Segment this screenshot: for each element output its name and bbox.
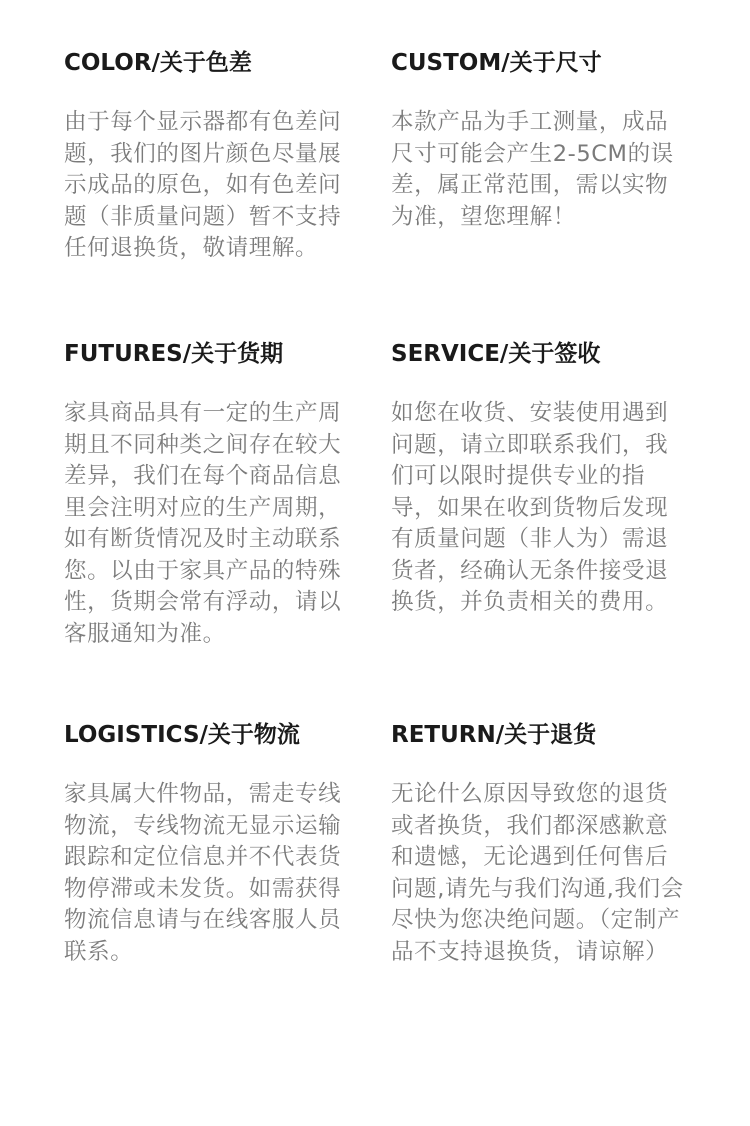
custom-section-body: 本款产品为手工测量，成品尺寸可能会产生2-5CM的误差，属正常范围，需以实物为准，望您理解！ — [391, 109, 674, 230]
futures-section-body: 家具商品具有一定的生产周期且不同种类之间存在较大差异，我们在每个商品信息里会注明对应的生产周期，如有断货情况及时主动联系您。以由于家具产品的特殊性，货期会常有浮动，请以客服通知为准。 — [64, 400, 342, 647]
futures-section-title: FUTURES/关于货期 — [64, 341, 284, 367]
service-section-title: SERVICE/关于签收 — [391, 341, 601, 367]
return-section — [391, 721, 691, 968]
service-section — [391, 340, 691, 619]
logistics-section — [64, 721, 364, 968]
custom-section — [391, 49, 691, 233]
color-section — [64, 49, 364, 265]
return-section-body: 无论什么原因导致您的退货或者换货，我们都深感歉意和遗憾，无论遇到任何售后问题,请先与我们沟通,我们会尽快为您决绝问题。（定制产品不支持退换货，请谅解） — [391, 781, 684, 965]
service-section-body: 如您在收货、安装使用遇到问题，请立即联系我们，我们可以限时提供专业的指导，如果在收到货物后发现有质量问题（非人为）需退货者，经确认无条件接受退换货，并负责相关的费用。 — [391, 400, 669, 615]
return-section-title: RETURN/关于退货 — [391, 722, 597, 748]
color-section-body: 由于每个显示器都有色差问题，我们的图片颜色尽量展示成品的原色，如有色差问题（非质量问题）暂不支持任何退换货，敬请理解。 — [64, 109, 342, 261]
logistics-section-body: 家具属大件物品，需走专线物流，专线物流无显示运输跟踪和定位信息并不代表货物停滞或未发货。如需获得物流信息请与在线客服人员联系。 — [64, 781, 342, 965]
custom-section-title: CUSTOM/关于尺寸 — [391, 50, 602, 76]
logistics-section-title: LOGISTICS/关于物流 — [64, 722, 300, 748]
color-section-title: COLOR/关于色差 — [64, 50, 252, 76]
futures-section — [64, 340, 364, 650]
